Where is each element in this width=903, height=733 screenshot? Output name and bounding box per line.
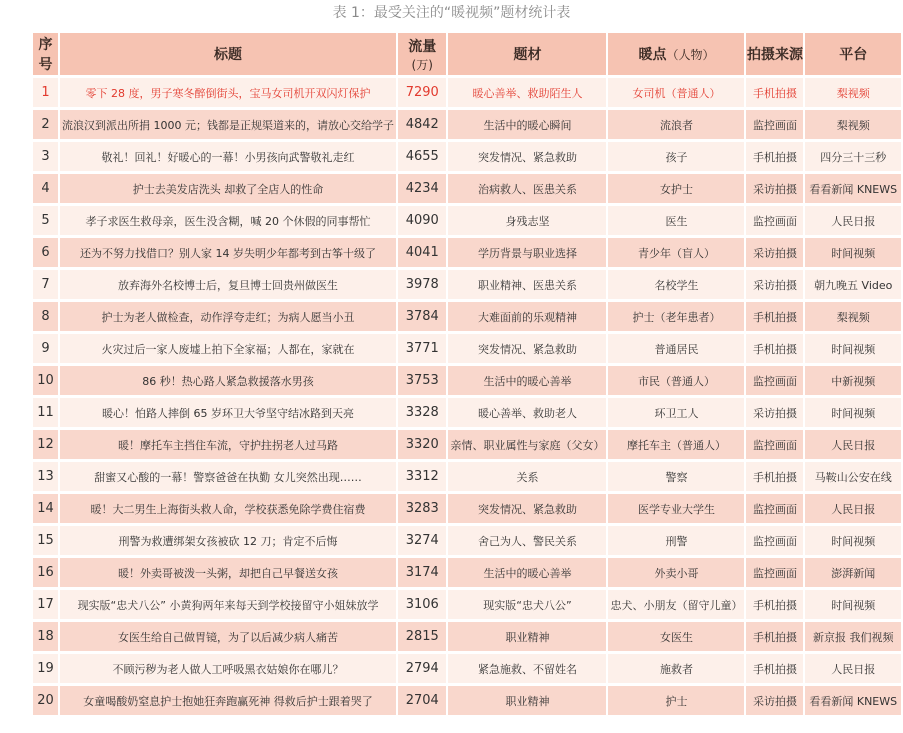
cell-topic: 身残志坚 — [448, 206, 606, 238]
table-row — [33, 206, 901, 238]
cell-topic: 治病救人、医患关系 — [448, 174, 606, 206]
cell-index: 6 — [33, 238, 58, 270]
cell-index: 10 — [33, 366, 58, 398]
cell-title: 暖！摩托车主挡住车流，守护拄拐老人过马路 — [60, 430, 396, 462]
cell-source: 手机拍摄 — [746, 622, 803, 654]
cell-topic: 职业精神 — [448, 622, 606, 654]
cell-topic: 职业精神 — [448, 686, 606, 718]
cell-index: 1 — [33, 78, 58, 110]
cell-index: 11 — [33, 398, 58, 430]
cell-platform: 梨视频 — [805, 110, 901, 142]
cell-flow: 3784 — [398, 302, 446, 334]
cell-index: 18 — [33, 622, 58, 654]
cell-platform: 朝九晚五 Video — [805, 270, 901, 302]
cell-warm-point: 普通居民 — [608, 334, 744, 366]
cell-index: 17 — [33, 590, 58, 622]
cell-source: 监控画面 — [746, 366, 803, 398]
cell-flow: 3978 — [398, 270, 446, 302]
cell-platform: 时间视频 — [805, 526, 901, 558]
header-topic: 题材 — [448, 33, 606, 78]
cell-source: 手机拍摄 — [746, 654, 803, 686]
header-flow — [398, 33, 446, 78]
cell-flow: 3106 — [398, 590, 446, 622]
table-caption: 表 1：最受关注的“暖视频”题材统计表 — [332, 5, 571, 21]
cell-index: 5 — [33, 206, 58, 238]
cell-platform: 马鞍山公安在线 — [805, 462, 901, 494]
cell-flow: 3283 — [398, 494, 446, 526]
cell-topic: 大难面前的乐观精神 — [448, 302, 606, 334]
cell-topic: 紧急施救、不留姓名 — [448, 654, 606, 686]
cell-title: 暖！大二男生上海街头救人命，学校获悉免除学费住宿费 — [60, 494, 396, 526]
cell-title: 孝子求医生救母亲，医生没含糊，喊 20 个休假的同事帮忙 — [60, 206, 396, 238]
table-row — [33, 526, 901, 558]
table-row — [33, 334, 901, 366]
cell-flow: 3328 — [398, 398, 446, 430]
table-row — [33, 590, 901, 622]
cell-topic: 突发情况、紧急救助 — [448, 142, 606, 174]
cell-title: 护士为老人做检查，动作浮夸走红；为病人愿当小丑 — [60, 302, 396, 334]
cell-title: 女医生给自己做胃镜，为了以后减少病人痛苦 — [60, 622, 396, 654]
cell-title: 刑警为救遭绑架女孩被砍 12 刀；肯定不后悔 — [60, 526, 396, 558]
table-row — [33, 430, 901, 462]
cell-flow: 4655 — [398, 142, 446, 174]
cell-source: 监控画面 — [746, 526, 803, 558]
cell-platform: 人民日报 — [805, 430, 901, 462]
cell-index: 9 — [33, 334, 58, 366]
cell-index: 12 — [33, 430, 58, 462]
cell-topic: 生活中的暖心瞬间 — [448, 110, 606, 142]
header-warm-point — [608, 33, 744, 78]
cell-title: 零下 28 度，男子寒冬醉倒街头，宝马女司机开双闪灯保护 — [60, 78, 396, 110]
cell-index: 14 — [33, 494, 58, 526]
cell-warm-point: 忠犬、小朋友（留守儿童） — [608, 590, 744, 622]
cell-warm-point: 市民（普通人） — [608, 366, 744, 398]
cell-source: 手机拍摄 — [746, 302, 803, 334]
cell-flow: 3274 — [398, 526, 446, 558]
cell-flow: 4041 — [398, 238, 446, 270]
cell-source: 采访拍摄 — [746, 686, 803, 718]
cell-warm-point: 护士 — [608, 686, 744, 718]
header-index: 序号 — [33, 33, 58, 78]
cell-source: 采访拍摄 — [746, 270, 803, 302]
cell-topic: 突发情况、紧急救助 — [448, 334, 606, 366]
table-row — [33, 398, 901, 430]
cell-source: 手机拍摄 — [746, 462, 803, 494]
cell-platform: 时间视频 — [805, 590, 901, 622]
cell-source: 手机拍摄 — [746, 142, 803, 174]
cell-platform: 澎湃新闻 — [805, 558, 901, 590]
cell-platform: 时间视频 — [805, 334, 901, 366]
cell-platform: 时间视频 — [805, 398, 901, 430]
cell-title: 86 秒！热心路人紧急救援落水男孩 — [60, 366, 396, 398]
cell-source: 手机拍摄 — [746, 78, 803, 110]
cell-flow: 3753 — [398, 366, 446, 398]
cell-warm-point: 孩子 — [608, 142, 744, 174]
table-row — [33, 142, 901, 174]
cell-source: 采访拍摄 — [746, 398, 803, 430]
cell-platform: 梨视频 — [805, 302, 901, 334]
table-row — [33, 78, 901, 110]
header-row — [33, 33, 901, 78]
cell-platform: 梨视频 — [805, 78, 901, 110]
cell-warm-point: 刑警 — [608, 526, 744, 558]
cell-platform: 人民日报 — [805, 654, 901, 686]
cell-title: 流浪汉到派出所捐 1000 元；钱都是正规渠道来的，请放心交给学子 — [60, 110, 396, 142]
cell-topic: 现实版“忠犬八公” — [448, 590, 606, 622]
header-source: 拍摄来源 — [746, 33, 803, 78]
table-row — [33, 462, 901, 494]
cell-warm-point: 流浪者 — [608, 110, 744, 142]
table-body — [33, 78, 901, 718]
cell-topic: 亲情、职业属性与家庭（父女） — [448, 430, 606, 462]
table-row — [33, 654, 901, 686]
cell-flow: 4842 — [398, 110, 446, 142]
cell-topic: 学历背景与职业选择 — [448, 238, 606, 270]
cell-warm-point: 女司机（普通人） — [608, 78, 744, 110]
cell-title: 火灾过后一家人废墟上拍下全家福；人都在，家就在 — [60, 334, 396, 366]
cell-title: 暖心！怕路人摔倒 65 岁环卫大爷坚守结冰路到天亮 — [60, 398, 396, 430]
cell-warm-point: 青少年（盲人） — [608, 238, 744, 270]
cell-index: 15 — [33, 526, 58, 558]
cell-title: 现实版“忠犬八公” 小黄狗两年来每天到学校接留守小姐妹放学 — [60, 590, 396, 622]
table-row — [33, 110, 901, 142]
cell-title: 甜蜜又心酸的一幕！警察爸爸在执勤 女儿突然出现…… — [60, 462, 396, 494]
cell-warm-point: 女护士 — [608, 174, 744, 206]
cell-index: 19 — [33, 654, 58, 686]
cell-platform: 人民日报 — [805, 494, 901, 526]
table-row — [33, 494, 901, 526]
cell-warm-point: 护士（老年患者） — [608, 302, 744, 334]
cell-source: 监控画面 — [746, 206, 803, 238]
cell-topic: 突发情况、紧急救助 — [448, 494, 606, 526]
cell-index: 16 — [33, 558, 58, 590]
header-platform: 平台 — [805, 33, 901, 78]
header-warm-point-unit: （人物） — [666, 48, 715, 62]
cell-title: 不顾污秽为老人做人工呼吸黑衣姑娘你在哪儿？ — [60, 654, 396, 686]
header-flow-label: 流量 — [408, 38, 437, 55]
cell-title: 敬礼！回礼！好暖心的一幕！小男孩向武警敬礼走红 — [60, 142, 396, 174]
cell-source: 监控画面 — [746, 430, 803, 462]
cell-topic: 暖心善举、救助老人 — [448, 398, 606, 430]
cell-source: 采访拍摄 — [746, 238, 803, 270]
cell-topic: 生活中的暖心善举 — [448, 366, 606, 398]
cell-flow: 3771 — [398, 334, 446, 366]
cell-index: 7 — [33, 270, 58, 302]
cell-topic: 暖心善举、救助陌生人 — [448, 78, 606, 110]
cell-platform: 中新视频 — [805, 366, 901, 398]
table-row — [33, 686, 901, 718]
table-row — [33, 270, 901, 302]
cell-platform: 四分三十三秒 — [805, 142, 901, 174]
cell-index: 4 — [33, 174, 58, 206]
cell-warm-point: 医生 — [608, 206, 744, 238]
table-row — [33, 366, 901, 398]
cell-source: 监控画面 — [746, 494, 803, 526]
cell-warm-point: 外卖小哥 — [608, 558, 744, 590]
cell-title: 放弃海外名校博士后，复旦博士回贵州做医生 — [60, 270, 396, 302]
table-row — [33, 174, 901, 206]
cell-source: 手机拍摄 — [746, 334, 803, 366]
cell-flow: 4090 — [398, 206, 446, 238]
cell-flow: 3174 — [398, 558, 446, 590]
stats-table — [31, 33, 903, 718]
cell-warm-point: 名校学生 — [608, 270, 744, 302]
cell-source: 监控画面 — [746, 558, 803, 590]
cell-flow: 3312 — [398, 462, 446, 494]
cell-flow: 7290 — [398, 78, 446, 110]
cell-title: 女童喝酸奶窒息护士抱她狂奔跑赢死神 得救后护士跟着哭了 — [60, 686, 396, 718]
cell-title: 护士去美发店洗头 却救了全店人的性命 — [60, 174, 396, 206]
header-flow-unit: (万) — [411, 57, 433, 72]
cell-topic: 舍己为人、警民关系 — [448, 526, 606, 558]
cell-warm-point: 摩托车主（普通人） — [608, 430, 744, 462]
cell-flow: 4234 — [398, 174, 446, 206]
cell-title: 还为不努力找借口？别人家 14 岁失明少年都考到古筝十级了 — [60, 238, 396, 270]
cell-platform: 看看新闻 KNEWS — [805, 174, 901, 206]
cell-index: 13 — [33, 462, 58, 494]
cell-index: 8 — [33, 302, 58, 334]
cell-flow: 2704 — [398, 686, 446, 718]
table-row — [33, 238, 901, 270]
cell-platform: 人民日报 — [805, 206, 901, 238]
cell-source: 采访拍摄 — [746, 174, 803, 206]
cell-warm-point: 警察 — [608, 462, 744, 494]
cell-warm-point: 施救者 — [608, 654, 744, 686]
cell-flow: 3320 — [398, 430, 446, 462]
header-warm-point-label: 暖点 — [638, 47, 667, 63]
cell-index: 2 — [33, 110, 58, 142]
cell-index: 3 — [33, 142, 58, 174]
cell-topic: 生活中的暖心善举 — [448, 558, 606, 590]
cell-source: 手机拍摄 — [746, 590, 803, 622]
cell-warm-point: 医学专业大学生 — [608, 494, 744, 526]
cell-source: 监控画面 — [746, 110, 803, 142]
cell-warm-point: 女医生 — [608, 622, 744, 654]
cell-title: 暖！外卖哥被泼一头粥，却把自己早餐送女孩 — [60, 558, 396, 590]
cell-topic: 职业精神、医患关系 — [448, 270, 606, 302]
cell-flow: 2794 — [398, 654, 446, 686]
cell-topic: 关系 — [448, 462, 606, 494]
cell-flow: 2815 — [398, 622, 446, 654]
table-row — [33, 622, 901, 654]
cell-platform: 看看新闻 KNEWS — [805, 686, 901, 718]
cell-platform: 新京报 我们视频 — [805, 622, 901, 654]
header-title: 标题 — [60, 33, 396, 78]
cell-platform: 时间视频 — [805, 238, 901, 270]
cell-warm-point: 环卫工人 — [608, 398, 744, 430]
table-row — [33, 558, 901, 590]
cell-index: 20 — [33, 686, 58, 718]
table-row — [33, 302, 901, 334]
